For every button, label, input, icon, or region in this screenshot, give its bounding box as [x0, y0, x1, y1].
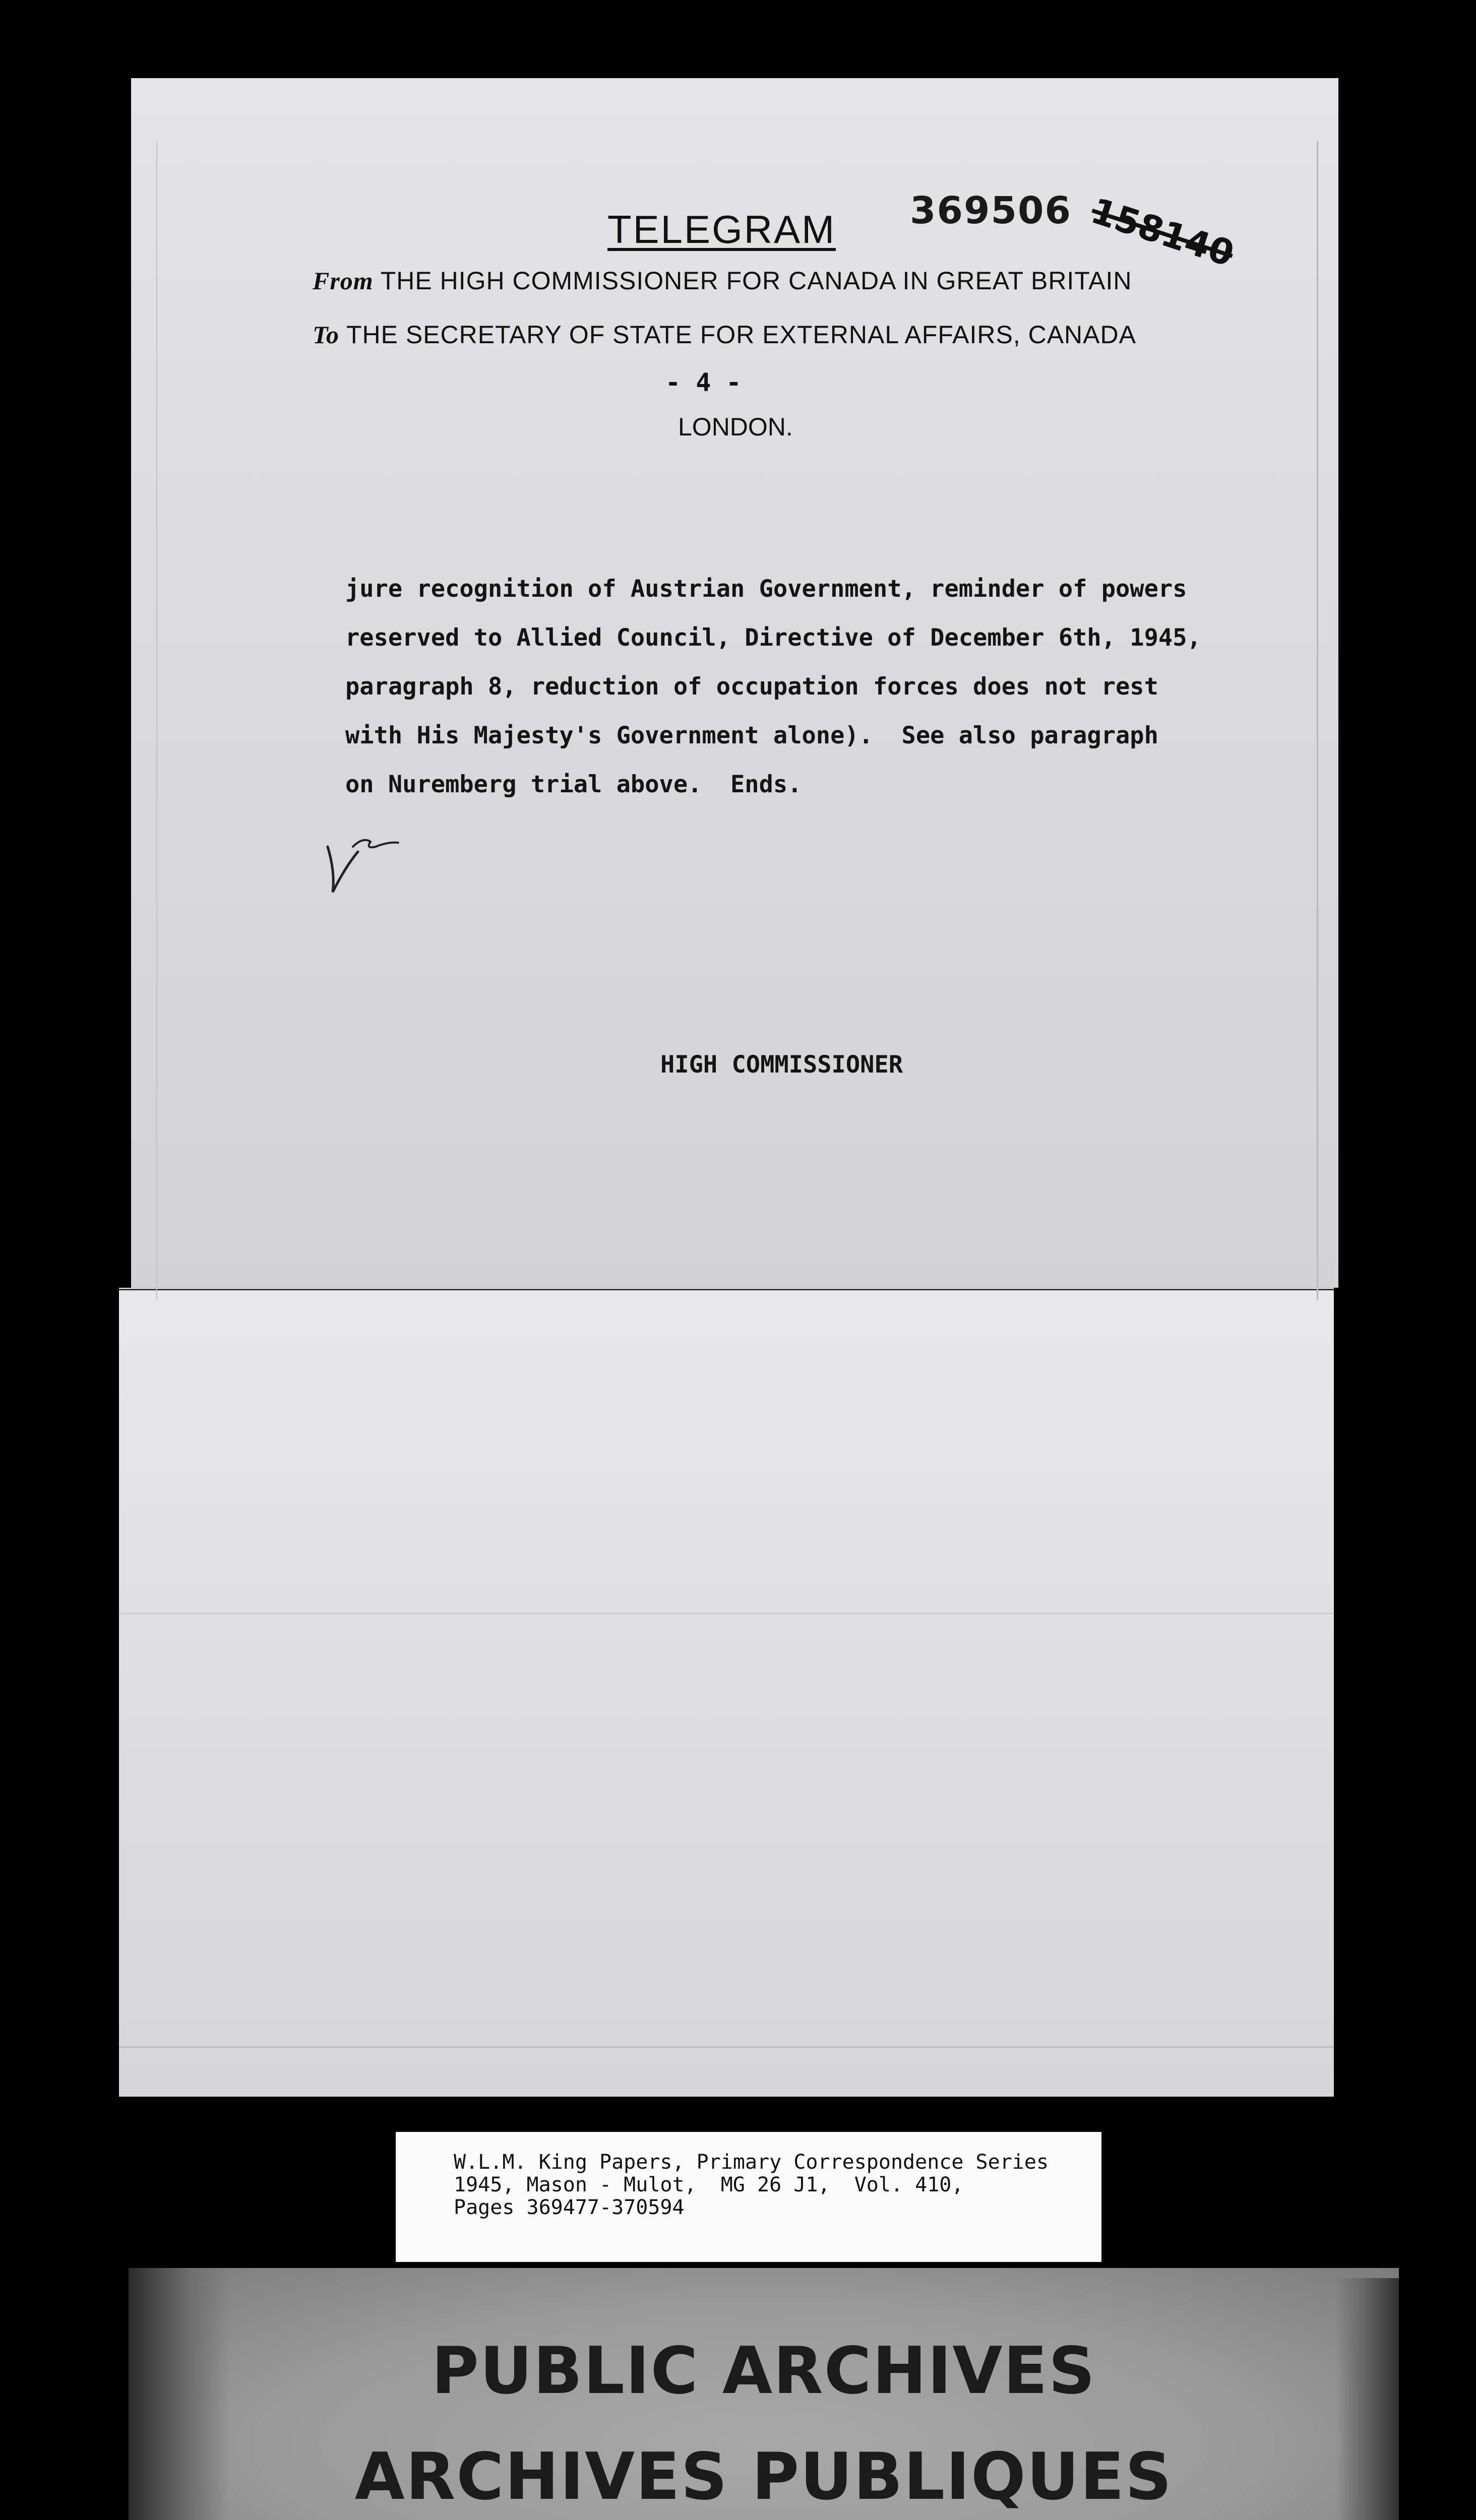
handwritten-check-icon [323, 827, 413, 902]
from-line [313, 266, 1132, 295]
to-text: THE SECRETARY OF STATE FOR EXTERNAL AFFAIRS, CANADA [346, 321, 1136, 349]
signature: HIGH COMMISSIONER [660, 1051, 903, 1079]
archive-label-line: Pages 369477-370594 [454, 2196, 685, 2219]
paper-back-sheet [119, 1290, 1334, 2097]
fold-line [119, 2046, 1334, 2048]
archive-label-line: W.L.M. King Papers, Primary Correspondence Series [454, 2151, 1049, 2174]
from-prefix: From [313, 267, 374, 295]
telegram-title: TELEGRAM [607, 207, 836, 251]
body-line: with His Majesty's Government alone). See also paragraph [345, 722, 1158, 749]
from-text: THE HIGH COMMISSIONER FOR CANADA IN GREAT BRITAIN [380, 267, 1132, 295]
page-marker: - 4 - [665, 368, 742, 397]
stamp-line-public-archives: PUBLIC ARCHIVES [432, 2334, 1096, 2409]
telegram-body [345, 564, 1253, 809]
body-line: reserved to Allied Council, Directive of December 6th, 1945, [345, 624, 1201, 652]
document-number: 369506 [910, 189, 1072, 232]
archive-label [396, 2132, 1101, 2262]
fold-line [119, 1288, 1334, 1289]
archive-label-text [454, 2151, 1049, 2219]
fold-line [119, 1613, 1334, 1614]
body-line: on Nuremberg trial above. Ends. [345, 771, 802, 798]
to-prefix: To [313, 321, 339, 349]
stamp-line-archives-publiques: ARCHIVES PUBLIQUES [354, 2439, 1173, 2514]
body-line: jure recognition of Austrian Government, reminder of powers [345, 575, 1187, 603]
to-line [313, 320, 1136, 349]
city-line: LONDON. [678, 413, 793, 441]
struck-old-number: 158140 [1086, 190, 1239, 275]
archive-label-line: 1945, Mason - Mulot, MG 26 J1, Vol. 410, [454, 2173, 964, 2196]
body-line: paragraph 8, reduction of occupation forces does not rest [345, 673, 1158, 701]
